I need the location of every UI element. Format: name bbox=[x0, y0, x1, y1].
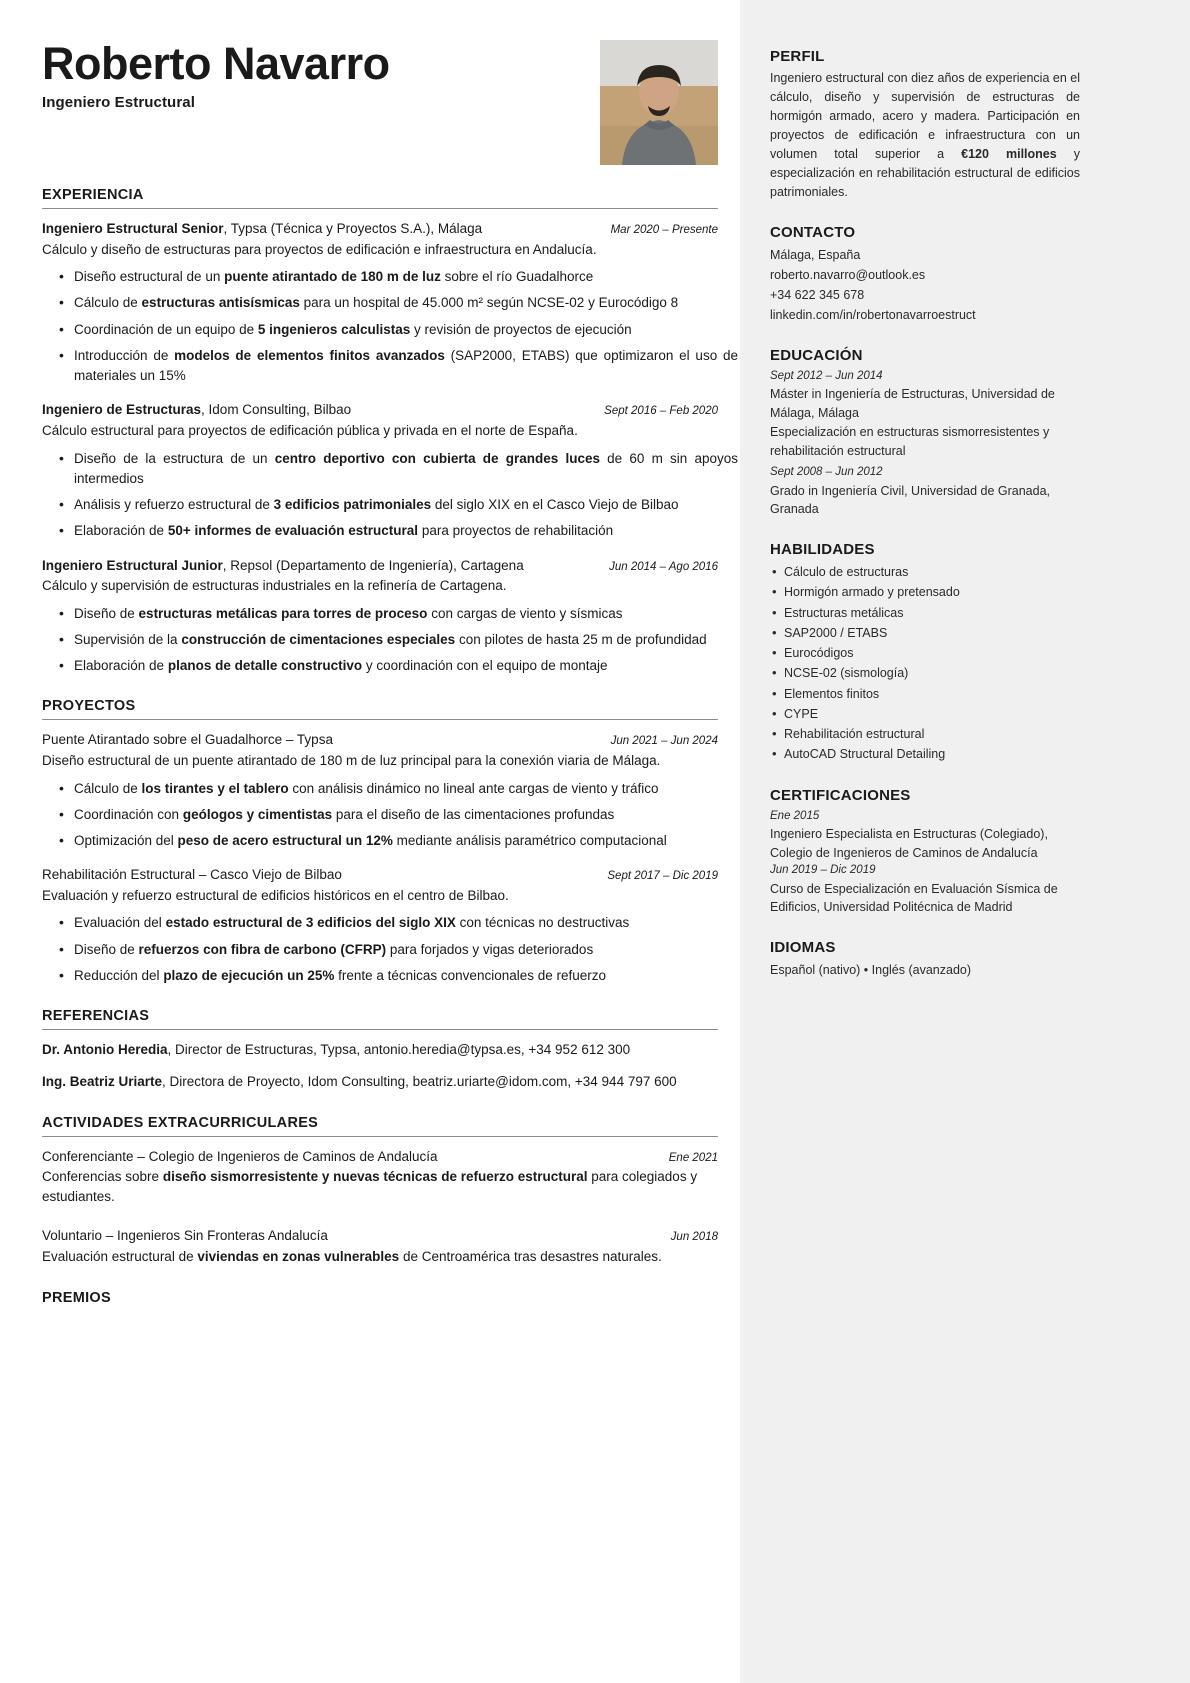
avatar bbox=[600, 40, 718, 165]
sidebar-heading-certificaciones: CERTIFICACIONES bbox=[770, 786, 911, 804]
activity-description: Conferencias sobre diseño sismorresistente y nuevas técnicas de refuerzo estructural para colegiados y estudiantes. bbox=[42, 1169, 698, 1204]
contact-phone[interactable]: +34 622 345 678 bbox=[770, 288, 865, 302]
project-date: Sept 2017 – Dic 2019 bbox=[607, 870, 718, 883]
skills-list bbox=[770, 562, 1080, 765]
sidebar-heading-idiomas: IDIOMAS bbox=[770, 939, 836, 956]
sidebar-heading-educacion: EDUCACIÓN bbox=[770, 347, 863, 364]
project-title: Puente Atirantado sobre el Guadalhorce – Typsa bbox=[42, 732, 333, 748]
experience-title: Ingeniero Estructural Senior, Typsa (Técnica y Proyectos S.A.), Málaga bbox=[42, 221, 483, 236]
languages-value: Español (nativo) • Inglés (avanzado) bbox=[770, 963, 972, 977]
certification-item bbox=[770, 862, 1080, 917]
certification-date: Jun 2019 – Dic 2019 bbox=[770, 864, 876, 877]
bullet-item: • Cálculo de estructuras antisísmicas para un hospital de 45.000 m² según NCSE-02 y Eurocódigo 8 bbox=[42, 293, 740, 313]
bullet-item: • Cálculo de los tirantes y el tablero con análisis dinámico no lineal ante cargas de viento y tráfico bbox=[42, 779, 740, 799]
skill-item: • AutoCAD Structural Detailing bbox=[770, 744, 1080, 764]
activity-title: Voluntario – Ingenieros Sin Fronteras Andalucía bbox=[42, 1228, 328, 1244]
experience-description: Cálculo y supervisión de estructuras industriales en la refinería de Cartagena. bbox=[42, 578, 507, 594]
portrait-photo-icon bbox=[600, 40, 718, 165]
contact-location: Málaga, España bbox=[770, 248, 861, 262]
bullet-item: • Diseño estructural de un puente atirantado de 180 m de luz sobre el río Guadalhorce bbox=[42, 267, 740, 287]
bullet-item: • Coordinación de un equipo de 5 ingenieros calculistas y revisión de proyectos de ejecución bbox=[42, 320, 740, 340]
section-heading-referencias: REFERENCIAS bbox=[42, 1008, 150, 1025]
education-item bbox=[770, 368, 1080, 460]
contact-linkedin[interactable]: linkedin.com/in/robertonavarroestruct bbox=[770, 308, 976, 322]
education-item bbox=[770, 464, 1080, 519]
bullet-item: • Reducción del plazo de ejecución un 25% frente a técnicas convencionales de refuerzo bbox=[42, 966, 740, 986]
project-date: Jun 2021 – Jun 2024 bbox=[610, 735, 718, 748]
references-list bbox=[42, 1040, 740, 1093]
certification-date: Ene 2015 bbox=[770, 809, 820, 822]
project-description: Diseño estructural de un puente atirantado de 180 m de luz principal para la conexión viaria de Málaga. bbox=[42, 752, 661, 768]
reference-item: Ing. Beatriz Uriarte, Directora de Proyecto, Idom Consulting, beatriz.uriarte@idom.com, +34 944 797 600 bbox=[42, 1074, 677, 1090]
contact-email[interactable]: roberto.navarro@outlook.es bbox=[770, 268, 926, 282]
experience-title: Ingeniero Estructural Junior, Repsol (Departamento de Ingeniería), Cartagena bbox=[42, 557, 524, 573]
experience-bullets bbox=[42, 604, 740, 677]
job-title: Ingeniero Estructural bbox=[42, 94, 195, 112]
activity-item bbox=[42, 1226, 740, 1266]
education-degree: Grado in Ingeniería Civil, Universidad de Granada, Granada bbox=[770, 483, 1051, 517]
skill-item: • Eurocódigos bbox=[770, 643, 1080, 663]
project-item bbox=[42, 865, 740, 986]
experience-description: Cálculo estructural para proyectos de edificación pública y privada en el norte de España. bbox=[42, 422, 578, 438]
sidebar-heading-habilidades: HABILIDADES bbox=[770, 541, 875, 558]
certification-item bbox=[770, 808, 1080, 863]
education-extra: Especialización en estructuras sismorresistentes y rehabilitación estructural bbox=[770, 424, 1050, 458]
bullet-item: • Evaluación del estado estructural de 3 edificios del siglo XIX con técnicas no destructivas bbox=[42, 913, 740, 933]
bullet-item: • Análisis y refuerzo estructural de 3 edificios patrimoniales del siglo XIX en el Casco Viejo de Bilbao bbox=[42, 495, 740, 515]
bullet-item: • Diseño de estructuras metálicas para torres de proceso con cargas de viento y sísmicas bbox=[42, 604, 740, 624]
bullet-item: • Diseño de refuerzos con fibra de carbono (CFRP) para forjados y vigas deteriorados bbox=[42, 940, 740, 960]
contact-list bbox=[770, 245, 1080, 325]
skill-item: • NCSE-02 (sismología) bbox=[770, 663, 1080, 683]
experience-title: Ingeniero de Estructuras, Idom Consulting, Bilbao bbox=[42, 402, 352, 418]
experience-item bbox=[42, 219, 740, 386]
sidebar bbox=[740, 0, 1190, 1683]
section-heading-actividades: ACTIVIDADES EXTRACURRICULARES bbox=[42, 1114, 319, 1131]
section-divider bbox=[42, 208, 718, 209]
section-divider bbox=[42, 1029, 718, 1030]
bullet-item: • Introducción de modelos de elementos finitos avanzados (SAP2000, ETABS) que optimizaron el uso de materiales un 15% bbox=[42, 346, 740, 387]
experience-item bbox=[42, 400, 740, 541]
experience-date: Jun 2014 – Ago 2016 bbox=[609, 560, 718, 573]
activity-date: Jun 2018 bbox=[670, 1231, 718, 1244]
header bbox=[42, 40, 740, 165]
project-bullets bbox=[42, 779, 740, 852]
page-title: Roberto Navarro bbox=[42, 38, 390, 89]
skill-item: • Elementos finitos bbox=[770, 684, 1080, 704]
activity-date: Ene 2021 bbox=[668, 1151, 718, 1164]
experience-bullets bbox=[42, 267, 740, 386]
bullet-item: • Optimización del peso de acero estructural un 12% mediante análisis paramétrico computacional bbox=[42, 831, 740, 851]
reference-item: Dr. Antonio Heredia, Director de Estructuras, Typsa, antonio.heredia@typsa.es, +34 952 612 300 bbox=[42, 1042, 631, 1058]
education-list bbox=[770, 368, 1080, 519]
certification-name: Ingeniero Especialista en Estructuras (Colegiado), Colegio de Ingenieros de Caminos de Andalucía bbox=[770, 826, 1048, 860]
section-heading-proyectos: PROYECTOS bbox=[42, 698, 136, 715]
sidebar-heading-contacto: CONTACTO bbox=[770, 224, 856, 241]
skill-item: • CYPE bbox=[770, 704, 1080, 724]
profile-text: Ingeniero estructural con diez años de experiencia en el cálculo, diseño y supervisión de estructuras de hormigón armado, acero y madera. Participación en proyectos de edificación e infraestructura con un volumen total superior a €120 millones y especialización en rehabilitación estructural de edificios patrimoniales. bbox=[770, 71, 1080, 199]
section-heading-experiencia: EXPERIENCIA bbox=[42, 187, 144, 203]
section-divider bbox=[42, 719, 718, 720]
section-heading-premios: PREMIOS bbox=[42, 1290, 111, 1307]
education-degree: Máster in Ingeniería de Estructuras, Universidad de Málaga, Málaga bbox=[770, 387, 1055, 420]
bullet-item: • Supervisión de la construcción de cimentaciones especiales con pilotes de hasta 25 m de profundidad bbox=[42, 630, 740, 650]
experience-item bbox=[42, 556, 740, 677]
education-date: Sept 2012 – Jun 2014 bbox=[770, 370, 883, 382]
projects-list bbox=[42, 730, 740, 986]
project-bullets bbox=[42, 913, 740, 986]
experience-date: Sept 2016 – Feb 2020 bbox=[604, 405, 718, 418]
skill-item: • SAP2000 / ETABS bbox=[770, 623, 1080, 643]
activities-list bbox=[42, 1147, 740, 1267]
header-text bbox=[42, 40, 390, 111]
experience-bullets bbox=[42, 449, 740, 542]
education-date: Sept 2008 – Jun 2012 bbox=[770, 466, 883, 479]
bullet-item: • Coordinación con geólogos y cimentistas para el diseño de las cimentaciones profundas bbox=[42, 805, 740, 825]
skill-item: • Rehabilitación estructural bbox=[770, 724, 1080, 744]
activity-title: Conferenciante – Colegio de Ingenieros de Caminos de Andalucía bbox=[42, 1148, 438, 1164]
bullet-item: • Diseño de la estructura de un centro deportivo con cubierta de grandes luces de 60 m sin apoyos intermedios bbox=[42, 449, 740, 490]
sidebar-heading-perfil: PERFIL bbox=[770, 48, 825, 65]
experience-list bbox=[42, 219, 740, 676]
experience-description: Cálculo y diseño de estructuras para proyectos de edificación e infraestructura en Andalucía. bbox=[42, 241, 597, 257]
project-item bbox=[42, 730, 740, 851]
skill-item: • Estructuras metálicas bbox=[770, 603, 1080, 623]
activity-description: Evaluación estructural de viviendas en zonas vulnerables de Centroamérica tras desastres naturales. bbox=[42, 1248, 662, 1264]
bullet-item: • Elaboración de 50+ informes de evaluación estructural para proyectos de rehabilitación bbox=[42, 521, 740, 541]
project-title: Rehabilitación Estructural – Casco Viejo de Bilbao bbox=[42, 867, 342, 883]
section-divider bbox=[42, 1136, 718, 1137]
bullet-item: • Elaboración de planos de detalle constructivo y coordinación con el equipo de montaje bbox=[42, 656, 740, 676]
certifications-list bbox=[770, 808, 1080, 918]
skill-item: • Hormigón armado y pretensado bbox=[770, 582, 1080, 602]
skill-item: • Cálculo de estructuras bbox=[770, 562, 1080, 582]
certification-name: Curso de Especialización en Evaluación Sísmica de Edificios, Universidad Politécnica de Madrid bbox=[770, 881, 1058, 915]
experience-date: Mar 2020 – Presente bbox=[610, 224, 718, 236]
activity-item bbox=[42, 1147, 740, 1207]
project-description: Evaluación y refuerzo estructural de edificios históricos en el centro de Bilbao. bbox=[42, 887, 509, 903]
